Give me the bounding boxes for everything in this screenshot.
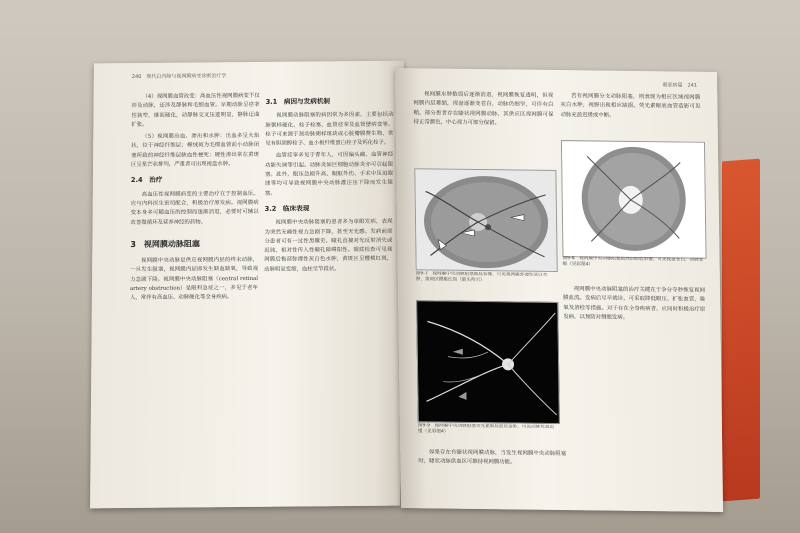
- subsection-heading: 3.2 临床表现: [264, 204, 310, 213]
- paragraph: 高血压性视网膜病变的主要治疗在于控制血压。应与内科医生密切配合，积极治疗原发病。视网膜病变本身多可随血压的控制而逐渐消退，必要时可辅以改善微循环及营养神经的药物。: [130, 190, 259, 226]
- paragraph: 若有视网膜分支动脉阻塞，则表现为相应区域视网膜灰白水肿，视野出现相应缺损。荧光素眼底血管造影可见动脉充盈迟缓或中断。: [560, 93, 701, 119]
- paragraph: （5）视网膜出血、渗出和水肿：出血多呈火焰状，位于神经纤维层；棉绒斑为毛细血管前小动脉闭塞所致的神经纤维层缺血性梗死；硬性渗出常在黄斑区呈星芒状排列。严重者可出现视盘水肿。: [131, 133, 260, 169]
- figure-caption-3: 图9-9 视网膜中央动脉阻塞荧光素眼底血管造影，可见动脉充盈迟缓（见彩图4）: [417, 423, 555, 435]
- left-column-a: [128, 92, 260, 493]
- subsection-heading: 2.4 治疗: [130, 176, 163, 185]
- left-column-b: [262, 91, 394, 492]
- right-page: [395, 68, 723, 512]
- paragraph: 如果存在有睫状视网膜动脉，当发生视网膜中央动脉阻塞时，睫状动脉供血区可维持视网膜功能。: [418, 449, 567, 466]
- fundus-image-2: [562, 141, 706, 258]
- fundus-image-1: [415, 169, 556, 271]
- paragraph: 视网膜中央动脉是供应视网膜内层的终末动脉，一旦发生阻塞，视网膜内层即发生缺血缺氧，导致视力急剧下降。视网膜中央动脉阻塞（central retinal artery obstruction）是眼科急症之一，多见于老年人，常伴有高血压、动脉硬化等全身疾病。: [129, 257, 259, 302]
- subsection-heading: 3.1 病因与发病机制: [265, 97, 331, 106]
- angiogram-photo: [416, 300, 560, 424]
- book-cover-edge: [722, 159, 760, 502]
- paragraph: 视网膜中央动脉阻塞的患者多为单眼发病，表现为突然无痛性视力急剧下降，甚至无光感。发病前部分患者可有一过性黑矇史。瞳孔直接对光反射消失或迟钝，相对性传入性瞳孔障碍阳性。眼底检查可见视网膜后极部弥漫性灰白色水肿，黄斑区呈樱桃红斑，动脉明显变细，血柱呈节段状。: [264, 219, 393, 273]
- paragraph: 视网膜动脉阻塞的病因常为多因素，主要包括动脉粥样硬化、栓子栓塞、血管痉挛及血管壁病变等。栓子可来源于颈动脉粥样斑块或心脏瓣膜赘生物，常见有胆固醇栓子、血小板纤维蛋白栓子及钙化栓子。: [265, 112, 394, 148]
- left-page: [90, 61, 404, 509]
- figure-caption-1: 图9-7 视网膜中央动脉阻塞眼底彩像，可见视网膜弥漫性灰白水肿，黄斑区樱桃红斑（箭头所示）: [415, 271, 548, 284]
- left-running-head: 240 现代白内障与视网膜病变诊断治疗学: [131, 73, 227, 81]
- right-bottom-text: [418, 448, 567, 505]
- paragraph: 血管痉挛多见于青年人，可因偏头痛、血管神经功能失调等引起。动脉炎如巨细胞动脉炎亦可引起阻塞。此外，眼压急剧升高、眼眶外伤、手术中压迫眼球等均可导致视网膜中央动脉灌注压下降而发生阻塞。: [264, 152, 394, 197]
- paragraph: （4）视网膜血管改变：高血压性视网膜病变不仅涉及动脉，还涉及静脉和毛细血管。早期动脉呈痉挛性狭窄，继而硬化，动静脉交叉压迹明显，静脉迂曲扩张。: [131, 92, 260, 128]
- section-heading: 3 视网膜动脉阻塞: [130, 239, 200, 249]
- right-running-head: 眼底病篇 241: [662, 82, 698, 89]
- fundus-photo-1: [414, 168, 557, 272]
- figure-caption-2: 图9-8 视网膜中央动脉阻塞数周后眼底彩像，可见视盘苍白，动脉变细（见彩图4）: [562, 256, 704, 268]
- fundus-photo-2: [561, 140, 707, 259]
- right-column-c: [563, 285, 707, 457]
- paragraph: 视网膜水肿数周后逐渐消退，视网膜恢复透明，但视网膜内层萎缩，视盘逐渐变苍白，动脉仍细窄，可伴有白鞘。部分患者存在睫状视网膜动脉，其供应区视网膜可保持正常颜色，中心视力可部分保留。: [413, 91, 554, 127]
- angiogram-image: [417, 301, 559, 423]
- paragraph: 视网膜中央动脉阻塞的治疗关键在于争分夺秒恢复视网膜血流。发病后尽早就诊，可采取降低眼压、扩张血管、吸氧及溶栓等措施。对于存在全身疾病者，应同时积极治疗原发病，以预防对侧眼发病。: [563, 286, 706, 321]
